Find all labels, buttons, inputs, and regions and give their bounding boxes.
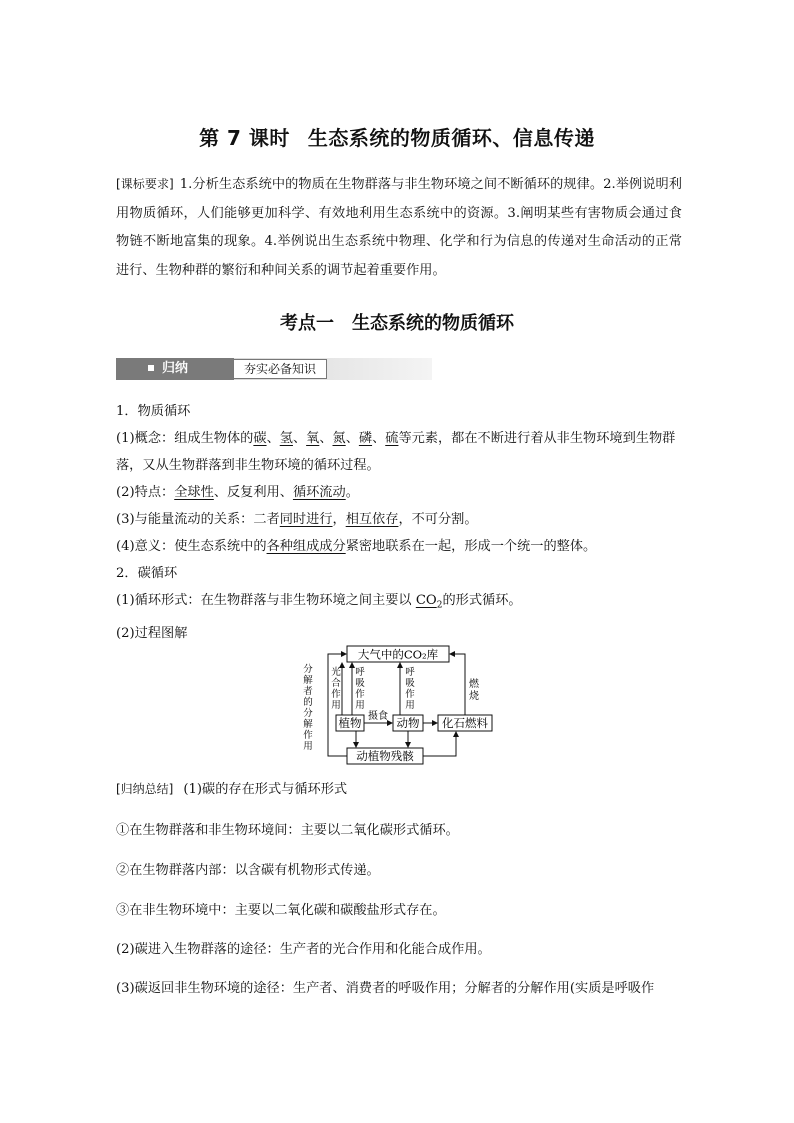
svg-text:用: 用	[331, 700, 341, 711]
square-icon	[148, 365, 154, 371]
heading-material-cycle: 1．物质循环	[116, 404, 191, 419]
requirements-label: [课标要求]	[116, 177, 174, 191]
svg-text:解: 解	[303, 719, 313, 730]
eating-label: 摄食	[368, 711, 388, 722]
svg-text:作: 作	[405, 689, 415, 700]
content-body	[116, 398, 682, 647]
fossil-label: 化石燃料	[442, 716, 488, 730]
svg-text:光: 光	[331, 667, 341, 678]
banner-tag: 夯实必备知识	[233, 359, 327, 379]
burning-label	[469, 677, 480, 702]
svg-text:者: 者	[303, 686, 313, 697]
carbon-cycle-diagram	[296, 642, 506, 770]
concept-paragraph: (1)概念：组成生物体的碳、氢、氧、氮、磷、硫等元素，都在不断进行着从非生物环境到生物群落，又从生物群落到非生物环境的循环过程。	[116, 431, 676, 473]
summary-line-4: (2)碳进入生物群落的途径：生产者的光合作用和化能合成作用。	[116, 942, 491, 957]
process-diagram-label: (2)过程图解	[116, 625, 188, 641]
svg-text:吸: 吸	[355, 678, 365, 689]
svg-text:呼: 呼	[405, 667, 415, 678]
burning-arrow	[450, 654, 465, 715]
summary-line-1: ①在生物群落和非生物环境间：主要以二氧化碳形式循环。	[116, 823, 459, 838]
svg-text:作: 作	[303, 730, 313, 741]
svg-text:用: 用	[303, 741, 313, 752]
residue-fossil-arrow	[423, 732, 456, 756]
svg-text:呼: 呼	[355, 667, 365, 678]
summary-line-5: (3)碳返回非生物环境的途径：生产者、消费者的呼吸作用；分解者的分解作用(实质是呼吸作	[116, 981, 655, 996]
svg-text:分: 分	[303, 664, 313, 675]
atmosphere-label: 大气中的CO₂库	[357, 647, 439, 662]
svg-text:用: 用	[405, 700, 415, 711]
svg-text:作: 作	[355, 689, 365, 700]
svg-text:的: 的	[303, 697, 313, 708]
svg-text:吸: 吸	[405, 678, 415, 689]
relation-paragraph: (3)与能量流动的关系：二者同时进行，相互依存，不可分割。	[116, 512, 478, 527]
svg-text:合: 合	[331, 678, 341, 689]
decomposer-label	[303, 663, 313, 752]
svg-text:烧: 烧	[469, 691, 479, 702]
photosynthesis-label	[331, 666, 341, 711]
lesson-title	[0, 122, 794, 151]
curriculum-requirements	[116, 170, 682, 285]
summary-banner	[116, 358, 432, 380]
summary-heading: [归纳总结] (1)碳的存在形式与循环形式	[116, 782, 348, 797]
features-paragraph: (2)特点：全球性、反复利用、循环流动。	[116, 485, 359, 500]
animal-label: 动物	[396, 716, 420, 730]
svg-text:分: 分	[303, 708, 313, 719]
residue-label: 动植物残骸	[356, 749, 414, 763]
requirements-text: 1.分析生态系统中的物质在生物群落与非生物环境之间不断循环的规律。2.举例说明利用物质循环，人们能够更加科学、有效地利用生态系统中的资源。3.阐明某些有害物质会通过食物链不断地富集的现象。4.举例说出生态系统中物理、化学和行为信息的传递对生命活动的正常进行、生物种群的繁衍和种间关系的调节起着重要作用。	[116, 177, 682, 278]
banner-dark: 归纳	[116, 358, 234, 380]
lesson-number: 第 7 课时	[199, 126, 290, 150]
svg-text:解: 解	[303, 675, 313, 686]
animal-respiration-label	[405, 666, 415, 711]
svg-text:燃: 燃	[469, 679, 479, 690]
plant-respiration-label	[355, 666, 365, 711]
heading-carbon-cycle: 2．碳循环	[116, 566, 178, 581]
summary-line-3: ③在非生物环境中：主要以二氧化碳和碳酸盐形式存在。	[116, 903, 446, 918]
summary-line-2: ②在生物群落内部：以含碳有机物形式传递。	[116, 863, 380, 878]
plant-label: 植物	[338, 716, 362, 730]
significance-paragraph: (4)意义：使生态系统中的各种组成成分紧密地联系在一起，形成一个统一的整体。	[116, 539, 597, 554]
svg-text:作: 作	[331, 689, 341, 700]
svg-text:用: 用	[355, 700, 365, 711]
diagram-svg	[296, 642, 506, 770]
cycle-form-paragraph: (1)循环形式：在生物群落与非生物环境之间主要以 $CO_2$的形式循环。	[116, 593, 522, 611]
section-heading: 考点一 生态系统的物质循环	[280, 313, 514, 334]
lesson-topic: 生态系统的物质循环、信息传递	[307, 126, 595, 150]
